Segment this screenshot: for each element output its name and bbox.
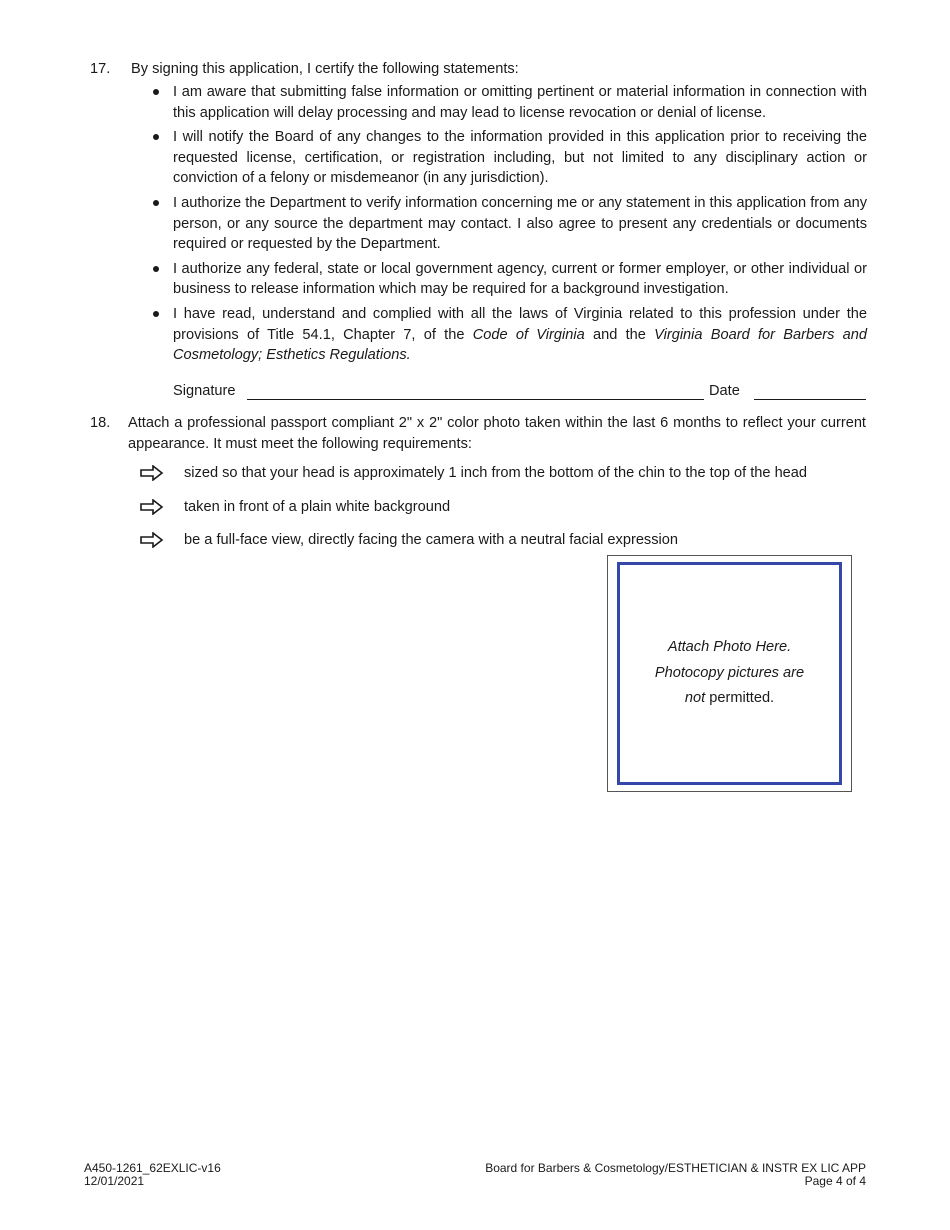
certification-statement-2: I will notify the Board of any changes to the information provided in this application prior to receiving the requested license, certification, or registration including, but not limited to any disciplinary action or conviction of a felony or misdemeanor (in any jurisdiction). (153, 127, 867, 189)
arrow-right-icon (140, 532, 164, 548)
item-17-number: 17. (90, 61, 111, 77)
certification-list (153, 82, 867, 370)
requirement-item (140, 463, 807, 484)
photo-not-word: not (684, 690, 706, 707)
statement-5-text-b: and the (584, 326, 655, 343)
signature-line[interactable] (247, 399, 704, 400)
photo-permitted: permitted. (705, 690, 775, 707)
certification-statement-4: I authorize any federal, state or local government agency, current or former employer, or other individual or business to release information which may be required for a background investigation. (153, 259, 867, 300)
board-regulations: Virginia Board for Barbers and Cosmetology; Esthetics Regulations. (173, 326, 867, 364)
item-18-number: 18. (90, 415, 111, 431)
requirement-text: sized so that your head is approximately 1 inch from the bottom of the chin to the top of the head (184, 465, 808, 481)
footer-left (84, 1162, 221, 1188)
photo-instruction-3 (685, 686, 774, 712)
statement-5-text-a: I have read, understand and complied with all the laws of Virginia related to this profession under the provisions of Title 54.1, Chapter 7, of the (173, 305, 867, 343)
requirement-item (140, 497, 450, 518)
certification-statement-3: I authorize the Department to verify information concerning me or any statement in this application from any person, or any source the department may contact. I also agree to present any credentials or documents required or requested by the Department. (153, 193, 867, 255)
form-date: 12/01/2021 (84, 1174, 145, 1188)
requirement-item (140, 530, 678, 551)
certification-statement-1: I am aware that submitting false information or omitting pertinent or material information in connection with this application will delay processing and may lead to license revocation or denial of license. (153, 82, 867, 123)
date-label: Date (709, 383, 740, 399)
form-id: A450-1261_62EXLIC-v16 (84, 1161, 221, 1175)
item-17-intro: By signing this application, I certify the following statements: (131, 61, 519, 77)
photo-instruction-2: Photocopy pictures are (654, 664, 805, 681)
photo-box[interactable] (607, 555, 852, 792)
requirement-text: taken in front of a plain white background (184, 499, 451, 515)
item-18-intro: Attach a professional passport compliant 2" x 2" color photo taken within the last 6 months to reflect your current appearance. It must meet the following requirements: (128, 415, 866, 452)
footer-right (485, 1162, 866, 1188)
certification-statement-5 (153, 304, 867, 366)
page-number: Page 4 of 4 (804, 1174, 866, 1188)
arrow-right-icon (140, 499, 164, 515)
photo-attach-area[interactable] (617, 562, 842, 785)
signature-label: Signature (173, 383, 236, 399)
board-name: Board for Barbers & Cosmetology/ESTHETICIAN & INSTR EX LIC APP (485, 1161, 866, 1175)
photo-instruction-1: Attach Photo Here. (667, 639, 792, 656)
requirement-text: be a full-face view, directly facing the camera with a neutral facial expression (184, 532, 678, 548)
code-of-virginia: Code of Virginia (472, 326, 585, 343)
arrow-right-icon (140, 465, 164, 481)
date-line[interactable] (754, 399, 866, 400)
